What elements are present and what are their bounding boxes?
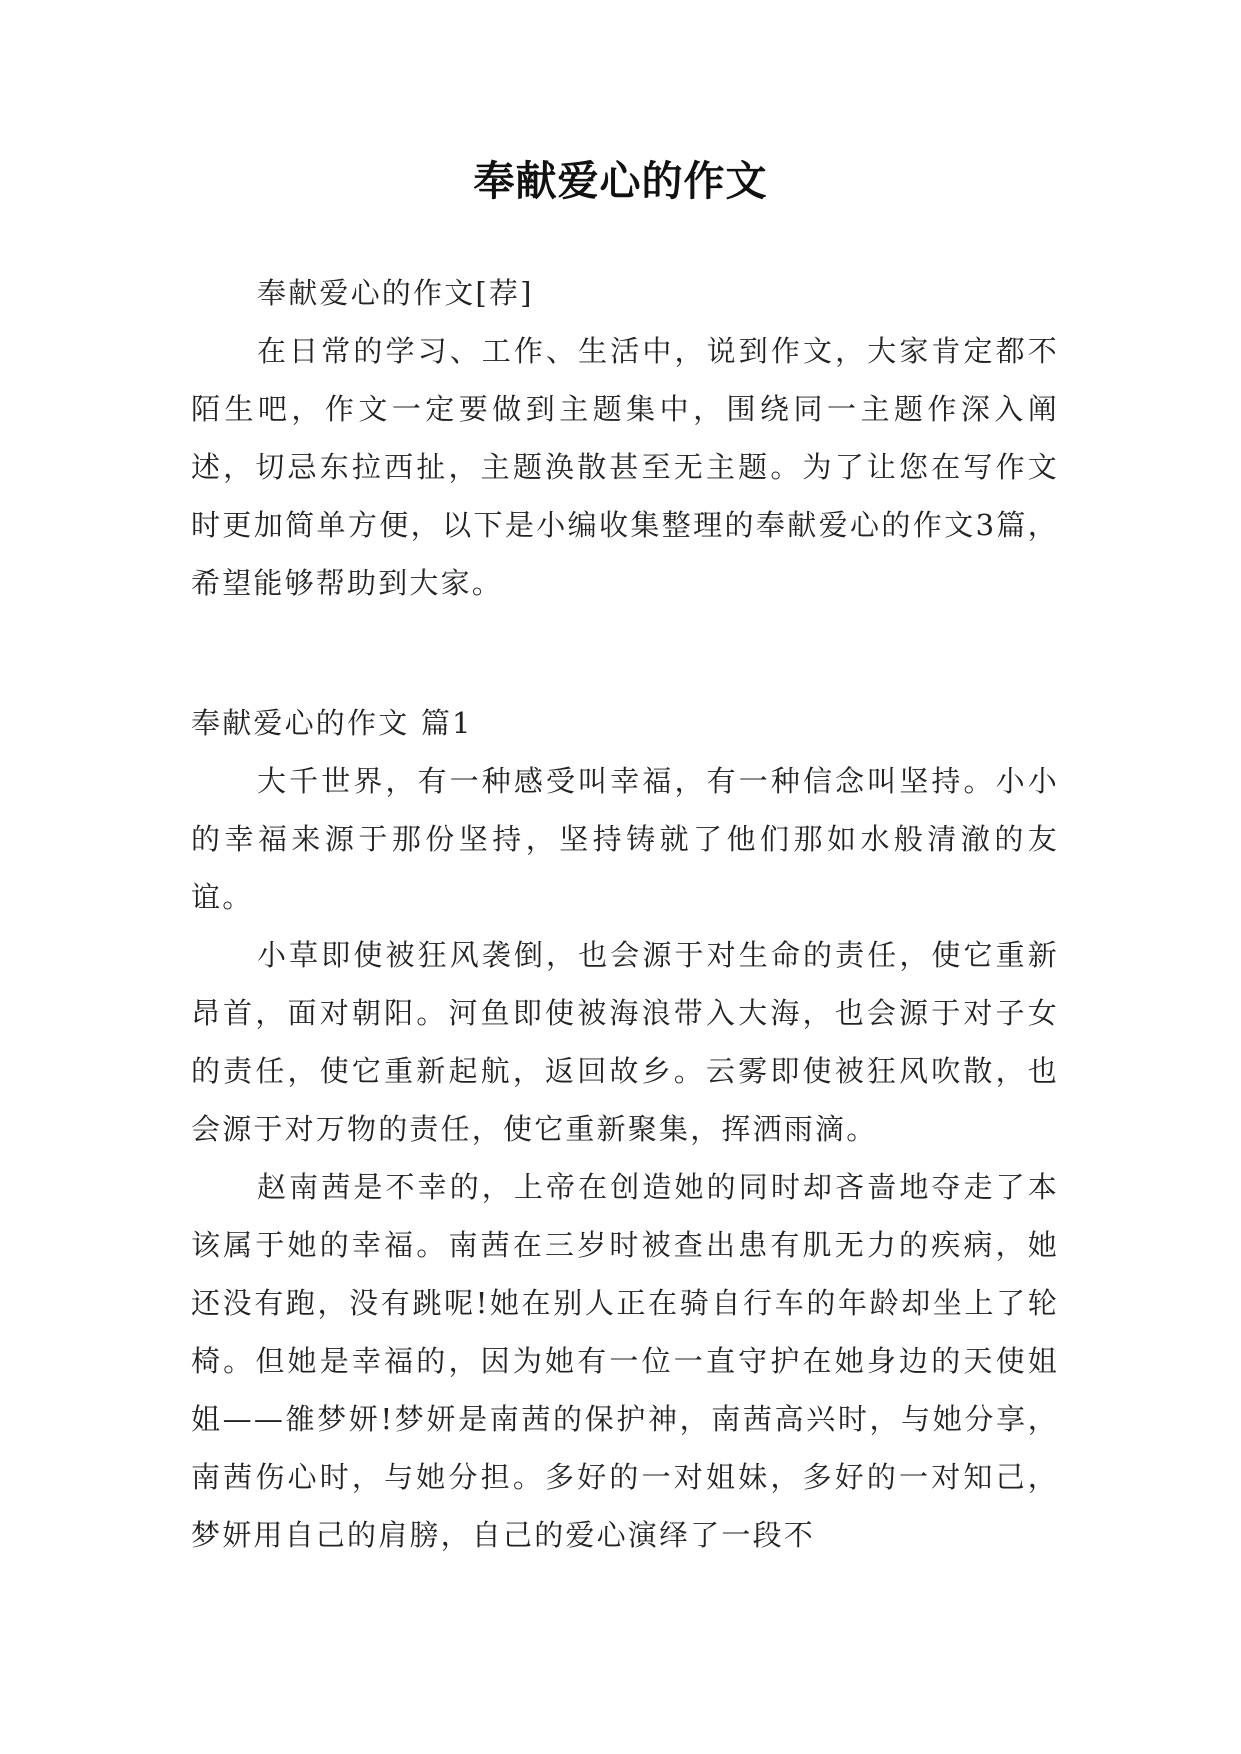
intro-section [191, 264, 1059, 612]
article-1-paragraph-1: 大千世界，有一种感受叫幸福，有一种信念叫坚持。小小的幸福来源于那份坚持，坚持铸就了他们那如水般清澈的友谊。 [191, 764, 1059, 914]
article-1-paragraph-2: 小草即使被狂风袭倒，也会源于对生命的责任，使它重新昂首，面对朝阳。河鱼即使被海浪带入大海，也会源于对子女的责任，使它重新起航，返回故乡。云雾即使被狂风吹散，也会源于对万物的责任，使它重新聚集，挥洒雨滴。 [191, 938, 1059, 1146]
article-1-heading: 奉献爱心的作文 篇1 [191, 706, 473, 740]
intro-subtitle: 奉献爱心的作文[荐] [257, 276, 534, 310]
article-1-section [191, 694, 1059, 1564]
document-title: 奉献爱心的作文 [473, 157, 768, 205]
article-1-paragraph-3: 赵南茜是不幸的，上帝在创造她的同时却吝啬地夺走了本该属于她的幸福。南茜在三岁时被查出患有肌无力的疾病，她还没有跑，没有跳呢!她在别人正在骑自行车的年龄却坐上了轮椅。但她是幸福的，因为她有一位一直守护在她身边的天使姐姐——雒梦妍!梦妍是南茜的保护神，南茜高兴时，与她分享，南茜伤心时，与她分担。多好的一对姐妹，多好的一对知己，梦妍用自己的肩膀，自己的爱心演绎了一段不 [191, 1170, 1059, 1552]
intro-paragraph: 在日常的学习、工作、生活中，说到作文，大家肯定都不陌生吧，作文一定要做到主题集中，围绕同一主题作深入阐述，切忌东拉西扯，主题涣散甚至无主题。为了让您在写作文时更加简单方便，以下是小编收集整理的奉献爱心的作文3篇，希望能够帮助到大家。 [191, 334, 1059, 600]
